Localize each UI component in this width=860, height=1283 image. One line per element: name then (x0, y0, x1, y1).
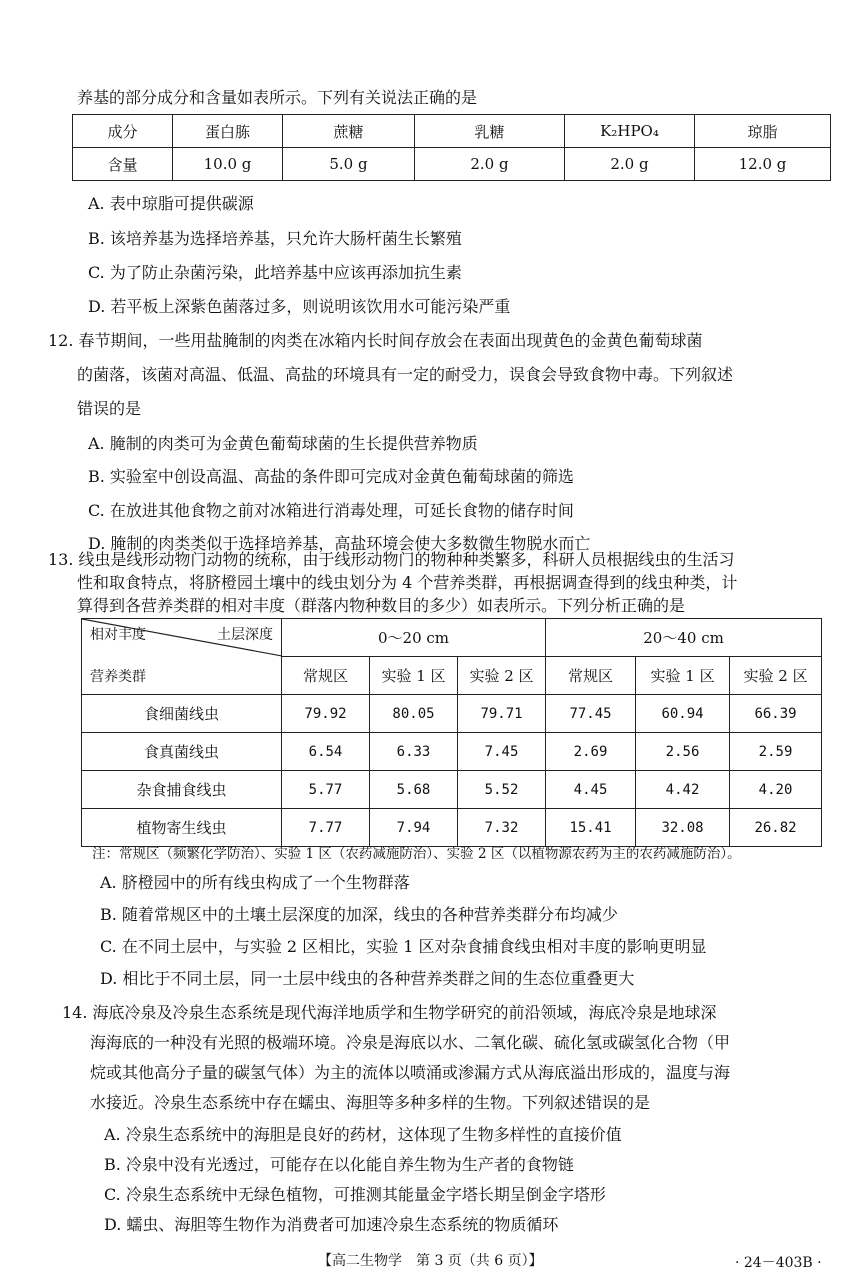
question-13-stem: 性和取食特点，将脐橙园土壤中的线虫划分为 4 个营养类群，再根据调查得到的线虫种类，计 (77, 573, 738, 592)
question-13-stem: 13. 线虫是线形动物门动物的统称，由于线形动物门的物种种类繁多，科研人员根据线虫的生活习 (48, 550, 735, 569)
table-cell: 77.45 (546, 695, 636, 733)
table-row (82, 733, 822, 771)
depth-header: 20～40 cm (546, 619, 822, 657)
table-cell: 80.05 (370, 695, 458, 733)
table-cell: 12.0 g (695, 148, 831, 181)
table-row (82, 619, 822, 657)
depth-header: 0～20 cm (282, 619, 546, 657)
table-cell: 79.71 (458, 695, 546, 733)
zone-header: 常规区 (282, 657, 370, 695)
zone-header: 实验 1 区 (636, 657, 730, 695)
corner-label-group: 营养类群 (90, 669, 146, 685)
table-cell: 2.0 g (415, 148, 565, 181)
option-d: D. 相比于不同土层，同一土层中线虫的各种营养类群之间的生态位重叠更大 (100, 969, 635, 988)
option-b: B. 冷泉中没有光透过，可能存在以化能自养生物为生产者的食物链 (104, 1155, 574, 1174)
table-header-cell: 蔗糖 (283, 115, 415, 148)
option-d: D. 腌制的肉类类似于选择培养基，高盐环境会使大多数微生物脱水而亡 (88, 534, 591, 553)
question-12-stem: 12. 春节期间，一些用盐腌制的肉类在冰箱内长时间存放会在表面出现黄色的金黄色葡萄球菌 (48, 331, 703, 350)
table-cell: 5.52 (458, 771, 546, 809)
option-d: D. 若平板上深紫色菌落过多，则说明该饮用水可能污染严重 (88, 297, 511, 316)
table-cell: 2.0 g (565, 148, 695, 181)
option-a: A. 表中琼脂可提供碳源 (88, 194, 254, 213)
paper-code: · 24－403B · (735, 1255, 822, 1271)
table-cell: 5.0 g (283, 148, 415, 181)
option-c: C. 为了防止杂菌污染，此培养基中应该再添加抗生素 (88, 263, 462, 282)
option-b: B. 实验室中创设高温、高盐的条件即可完成对金黄色葡萄球菌的筛选 (88, 467, 574, 486)
nematode-abundance-table (81, 618, 822, 847)
option-b: B. 随着常规区中的土壤土层深度的加深，线虫的各种营养类群分布均减少 (100, 905, 618, 924)
question-13-stem: 算得到各营养类群的相对丰度（群落内物种数目的多少）如表所示。下列分析正确的是 (77, 596, 686, 615)
table-cell: 2.56 (636, 733, 730, 771)
culture-medium-table (72, 114, 831, 181)
option-c: C. 在放进其他食物之前对冰箱进行消毒处理，可延长食物的储存时间 (88, 501, 574, 520)
option-d: D. 蠕虫、海胆等生物作为消费者可加速冷泉生态系统的物质循环 (104, 1215, 559, 1234)
zone-header: 常规区 (546, 657, 636, 695)
question-14-stem: 14. 海底冷泉及冷泉生态系统是现代海洋地质学和生物学研究的前沿领域，海底冷泉是地球深 (62, 1003, 717, 1022)
table-cell: 4.20 (730, 771, 822, 809)
table-cell: 6.33 (370, 733, 458, 771)
question-11-stem-tail: 养基的部分成分和含量如表所示。下列有关说法正确的是 (77, 88, 478, 107)
corner-label-depth: 土层深度 (217, 627, 273, 643)
zone-header: 实验 2 区 (730, 657, 822, 695)
table-header-cell: 成分 (73, 115, 173, 148)
table-header-cell: 乳糖 (415, 115, 565, 148)
table-cell: 7.94 (370, 809, 458, 847)
option-b: B. 该培养基为选择培养基，只允许大肠杆菌生长繁殖 (88, 229, 462, 248)
table-cell: 2.69 (546, 733, 636, 771)
row-label: 食真菌线虫 (82, 733, 282, 771)
page-footer: 【高二生物学 第 3 页（共 6 页）】 (318, 1253, 543, 1269)
table-cell: 7.32 (458, 809, 546, 847)
option-a: A. 腌制的肉类可为金黄色葡萄球菌的生长提供营养物质 (88, 434, 478, 453)
table-cell: 5.77 (282, 771, 370, 809)
option-c: C. 在不同土层中，与实验 2 区相比，实验 1 区对杂食捕食线虫相对丰度的影响更明显 (100, 937, 707, 956)
row-label: 食细菌线虫 (82, 695, 282, 733)
table-corner-cell (82, 619, 282, 695)
zone-header: 实验 2 区 (458, 657, 546, 695)
table-row (73, 115, 831, 148)
option-a: A. 脐橙园中的所有线虫构成了一个生物群落 (100, 873, 410, 892)
table-note: 注：常规区（频繁化学防治）、实验 1 区（农药减施防治）、实验 2 区（以植物源农药为主的农药减施防治）。 (92, 846, 741, 862)
question-14-stem: 烷或其他高分子量的碳氢气体）为主的流体以喷涌或渗漏方式从海底溢出形成的，温度与海 (90, 1063, 731, 1082)
table-cell: 10.0 g (173, 148, 283, 181)
table-cell: 26.82 (730, 809, 822, 847)
table-cell: 4.45 (546, 771, 636, 809)
table-cell: 32.08 (636, 809, 730, 847)
question-12-stem: 的菌落，该菌对高温、低温、高盐的环境具有一定的耐受力，误食会导致食物中毒。下列叙述 (77, 365, 734, 384)
corner-label-abundance: 相对丰度 (90, 627, 146, 643)
table-header-cell: K₂HPO₄ (565, 115, 695, 148)
row-label: 杂食捕食线虫 (82, 771, 282, 809)
option-c: C. 冷泉生态系统中无绿色植物，可推测其能量金字塔长期呈倒金字塔形 (104, 1185, 606, 1204)
question-14-stem: 海海底的一种没有光照的极端环境。冷泉是海底以水、二氧化碳、硫化氢或碳氢化合物（甲 (90, 1033, 731, 1052)
table-cell: 60.94 (636, 695, 730, 733)
table-header-cell: 蛋白胨 (173, 115, 283, 148)
table-cell: 66.39 (730, 695, 822, 733)
table-row (82, 695, 822, 733)
question-12-stem: 错误的是 (77, 399, 142, 418)
table-row (82, 771, 822, 809)
row-label: 植物寄生线虫 (82, 809, 282, 847)
table-cell: 15.41 (546, 809, 636, 847)
table-cell: 5.68 (370, 771, 458, 809)
table-cell: 7.77 (282, 809, 370, 847)
table-cell: 79.92 (282, 695, 370, 733)
table-cell: 7.45 (458, 733, 546, 771)
table-row (82, 809, 822, 847)
table-cell: 6.54 (282, 733, 370, 771)
option-a: A. 冷泉生态系统中的海胆是良好的药材，这体现了生物多样性的直接价值 (104, 1125, 622, 1144)
table-header-cell: 琼脂 (695, 115, 831, 148)
table-row (73, 148, 831, 181)
zone-header: 实验 1 区 (370, 657, 458, 695)
table-row-label: 含量 (73, 148, 173, 181)
table-cell: 2.59 (730, 733, 822, 771)
table-cell: 4.42 (636, 771, 730, 809)
question-14-stem: 水接近。冷泉生态系统中存在蠕虫、海胆等多种多样的生物。下列叙述错误的是 (90, 1093, 651, 1112)
